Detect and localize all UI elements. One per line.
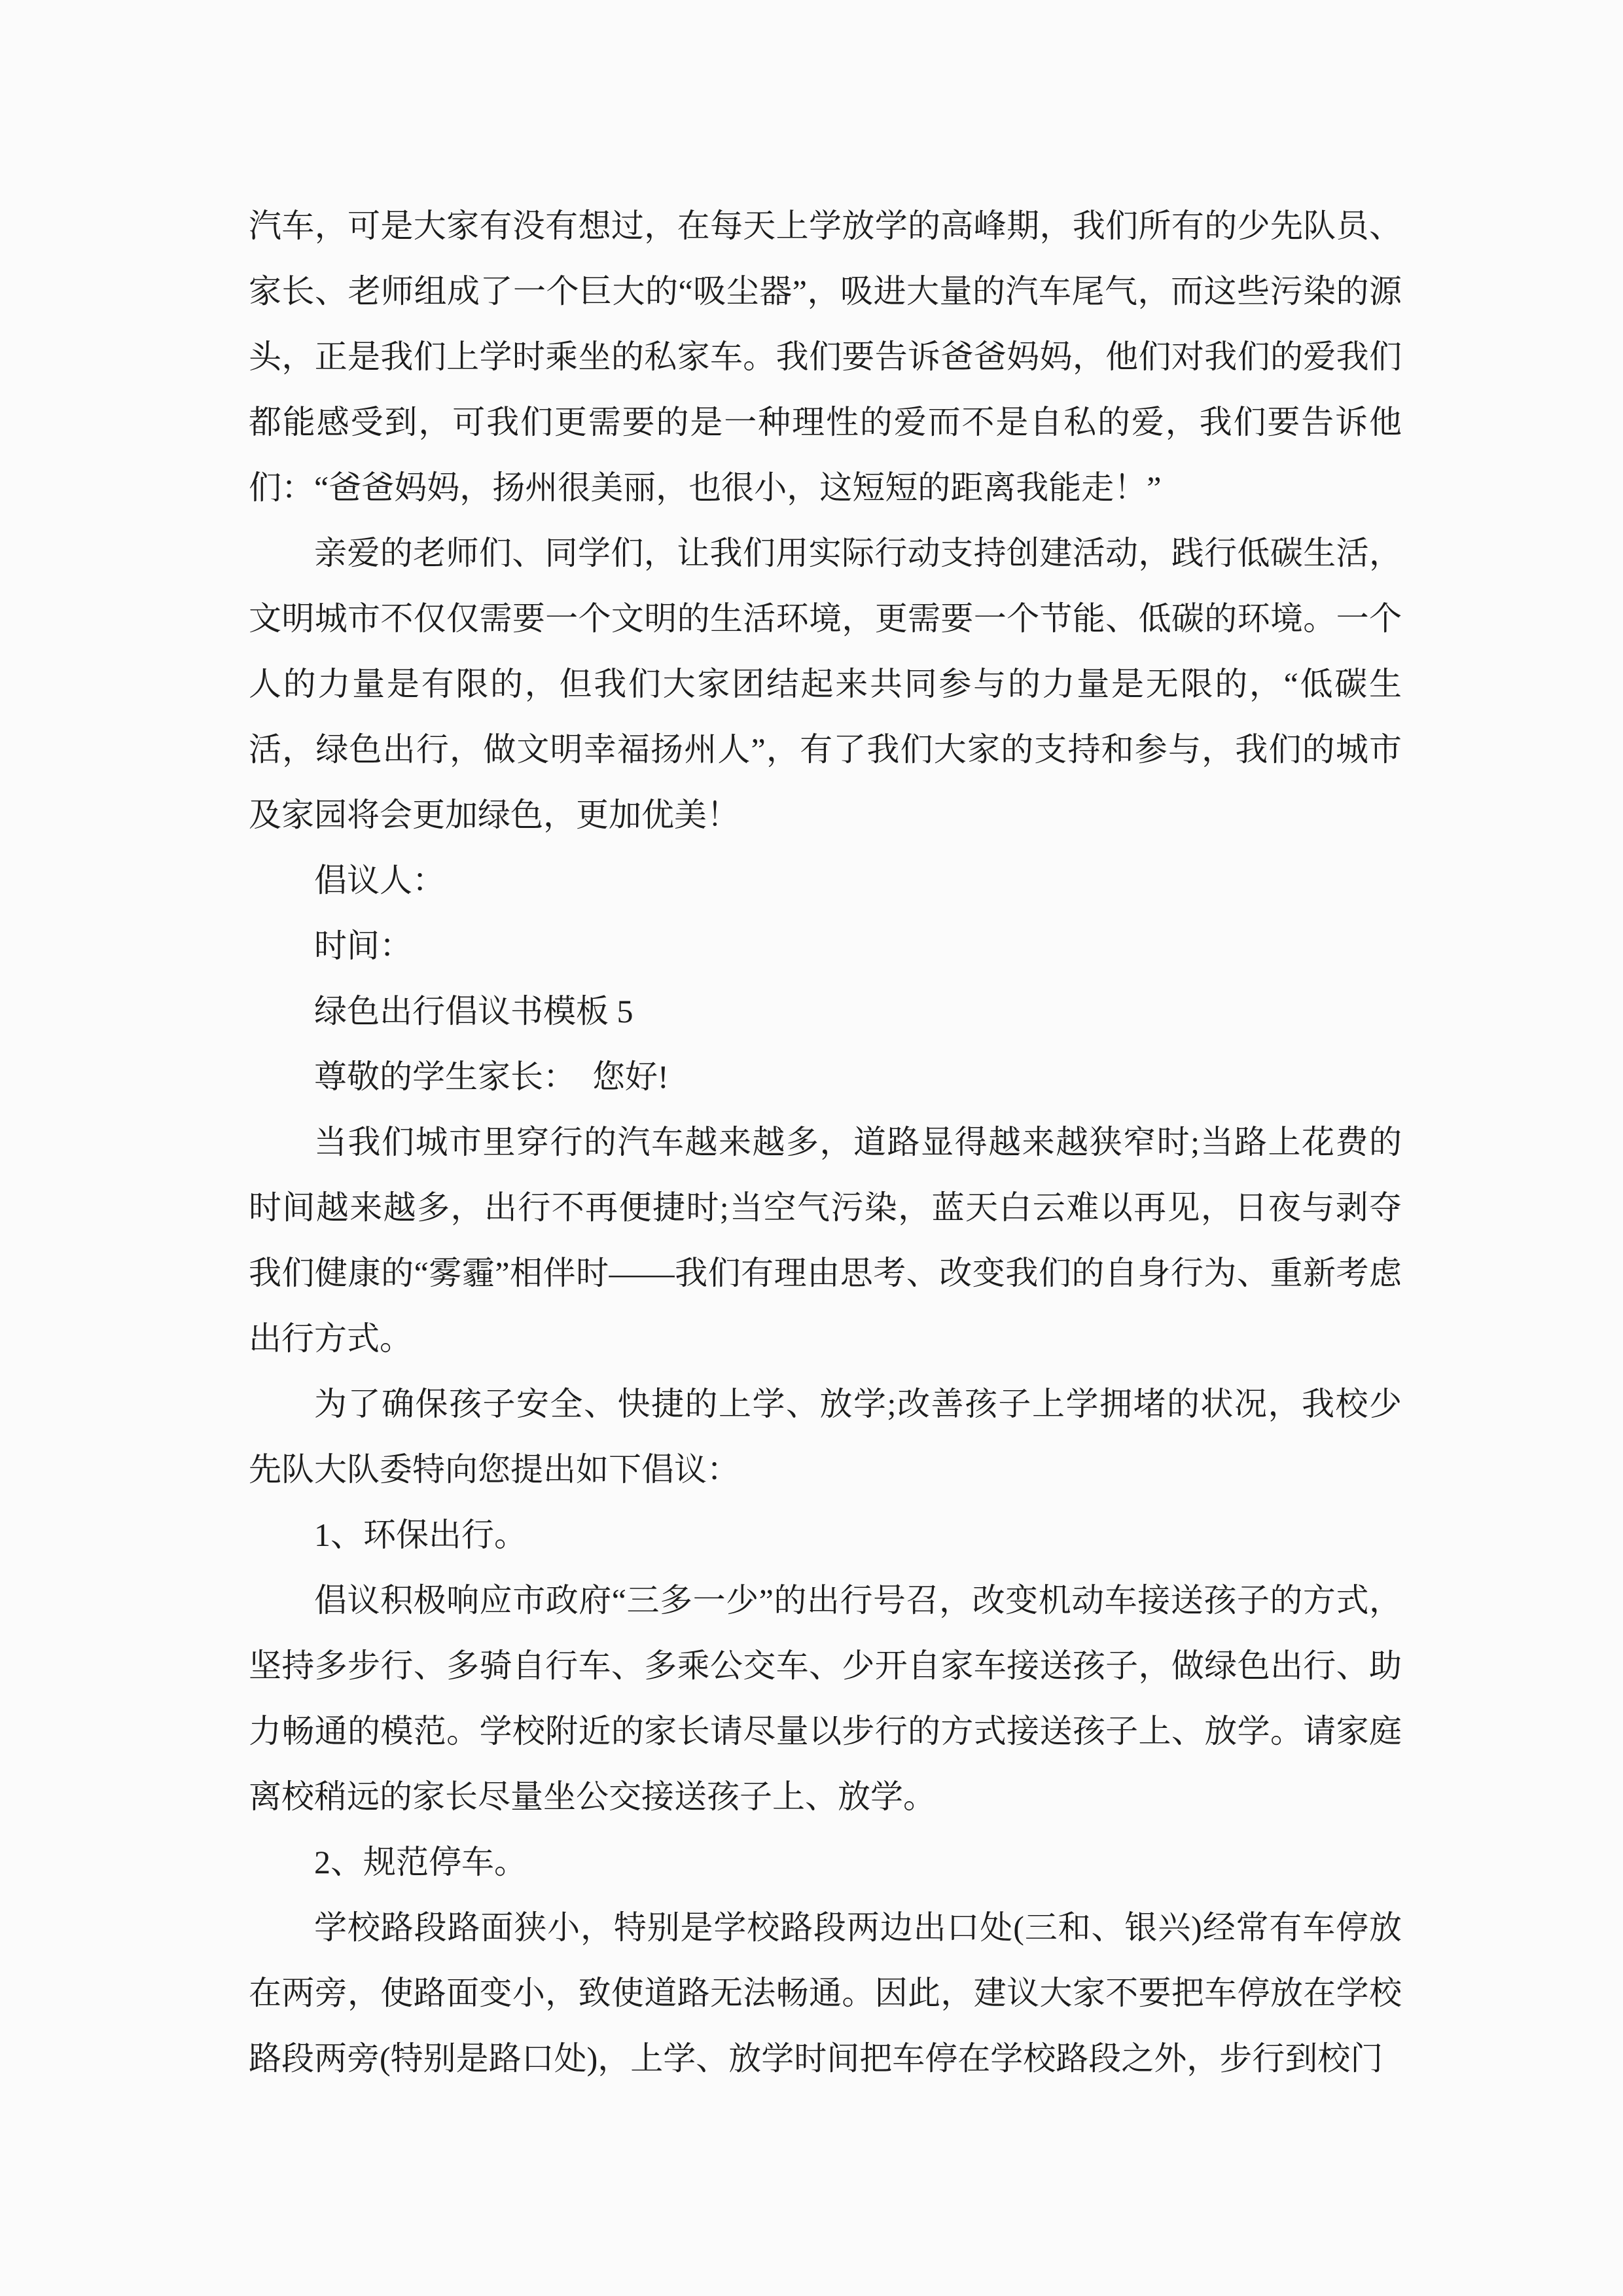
body-paragraph: 学校路段路面狭小，特别是学校路段两边出口处(三和、银兴)经常有车停放在两旁，使路面变小，致使道路无法畅通。因此，建议大家不要把车停放在学校路段两旁(特别是路口处)，上学、放学时间把车停在学校路段之外，步行到校门 — [249, 1909, 1402, 2077]
date-line: 时间： — [314, 927, 412, 964]
numbered-item-title: 2、规范停车。 — [314, 1844, 527, 1880]
proposer-line: 倡议人： — [314, 862, 445, 899]
section-title: 绿色出行倡议书模板 5 — [314, 993, 633, 1030]
body-paragraph: 亲爱的老师们、同学们，让我们用实际行动支持创建活动，践行低碳生活，文明城市不仅仅需要一个文明的生活环境，更需要一个节能、低碳的环境。一个人的力量是有限的，但我们大家团结起来共同参与的力量是无限的，“低碳生活，绿色出行，做文明幸福扬州人”，有了我们大家的支持和参与，我们的城市及家园将会更加绿色，更加优美！ — [249, 535, 1402, 833]
document-text-body — [249, 193, 1402, 2091]
numbered-item-title: 1、环保出行。 — [314, 1516, 527, 1553]
body-paragraph: 为了确保孩子安全、快捷的上学、放学;改善孩子上学拥堵的状况，我校少先队大队委特向您提出如下倡议： — [249, 1386, 1402, 1488]
body-paragraph-continued: 汽车，可是大家有没有想过，在每天上学放学的高峰期，我们所有的少先队员、家长、老师组成了一个巨大的“吸尘器”，吸进大量的汽车尾气，而这些污染的源头，正是我们上学时乘坐的私家车。我们要告诉爸爸妈妈，他们对我们的爱我们都能感受到，可我们更需要的是一种理性的爱而不是自私的爱，我们要告诉他们：“爸爸妈妈，扬州很美丽，也很小，这短短的距离我能走！” — [249, 207, 1402, 506]
body-paragraph: 倡议积极响应市政府“三多一少”的出行号召，改变机动车接送孩子的方式，坚持多步行、多骑自行车、多乘公交车、少开自家车接送孩子，做绿色出行、助力畅通的模范。学校附近的家长请尽量以步行的方式接送孩子上、放学。请家庭离校稍远的家长尽量坐公交接送孩子上、放学。 — [249, 1582, 1402, 1815]
salutation: 尊敬的学生家长： 您好! — [314, 1058, 669, 1095]
body-paragraph: 当我们城市里穿行的汽车越来越多，道路显得越来越狭窄时;当路上花费的时间越来越多，出行不再便捷时;当空气污染，蓝天白云难以再见，日夜与剥夺我们健康的“雾霾”相伴时——我们有理由思考、改变我们的自身行为、重新考虑出行方式。 — [249, 1124, 1402, 1357]
